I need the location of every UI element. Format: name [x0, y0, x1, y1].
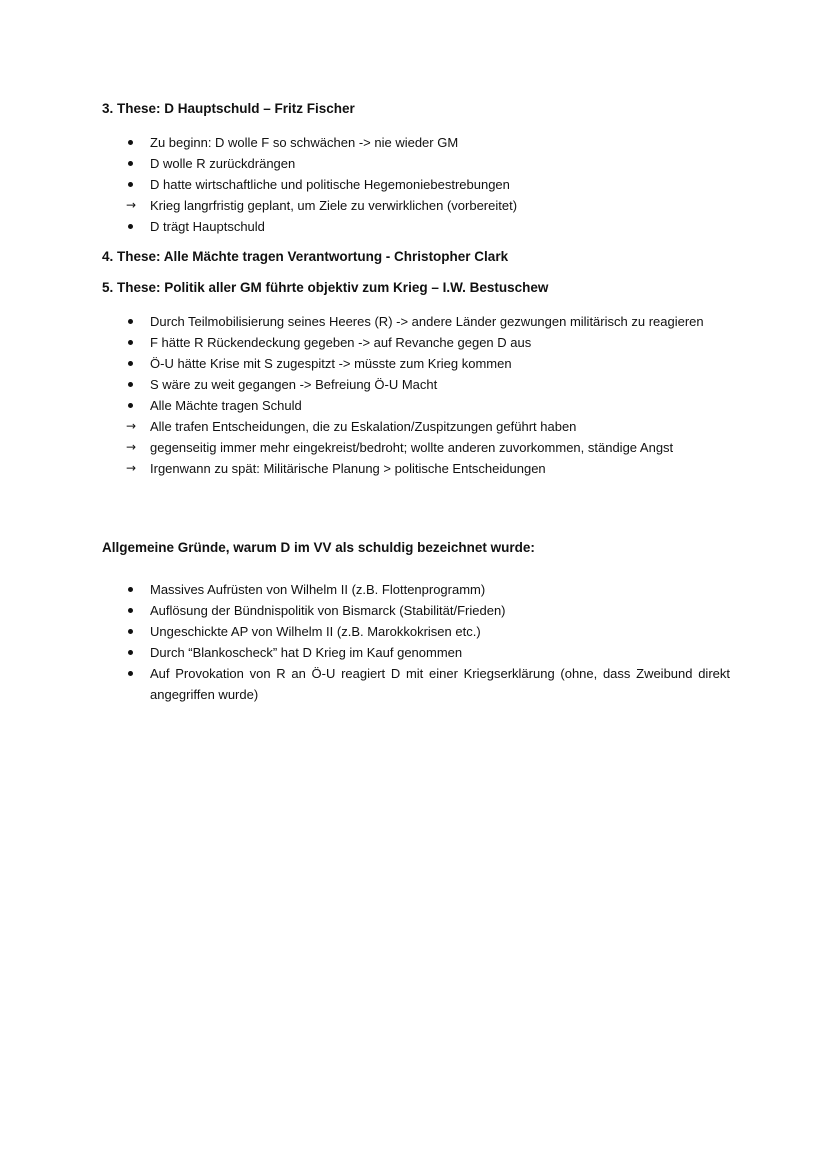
section-4-heading: 4. These: Alle Mächte tragen Verantwortung - Christopher Clark — [102, 249, 509, 264]
list-item: D hatte wirtschaftliche und politische Hegemoniebestrebungen — [150, 177, 510, 192]
list-item: Zu beginn: D wolle F so schwächen -> nie wieder GM — [150, 135, 459, 150]
list-item: Durch “Blankoscheck” hat D Krieg im Kauf genommen — [150, 645, 463, 660]
list-item: Auflösung der Bündnispolitik von Bismarck (Stabilität/Frieden) — [150, 603, 506, 618]
list-item: Alle Mächte tragen Schuld — [150, 398, 302, 413]
section-5-list — [0, 311, 828, 479]
list-item: → gegenseitig immer mehr eingekreist/bedroht; wollte anderen zuvorkommen, ständige Angst — [0, 437, 828, 458]
list-item: → Irgenwann zu spät: Militärische Planung > politische Entscheidungen — [0, 458, 828, 479]
list-item: Ungeschickte AP von Wilhelm II (z.B. Marokkokrisen etc.) — [150, 624, 481, 639]
right-arrow-icon: → — [125, 198, 137, 212]
list-item: D wolle R zurückdrängen — [150, 156, 296, 171]
general-reasons-heading: Allgemeine Gründe, warum D im VV als schuldig bezeichnet wurde: — [102, 540, 535, 555]
list-item: → Alle trafen Entscheidungen, die zu Eskalation/Zuspitzungen geführt haben — [0, 416, 828, 437]
list-item: Ö-U hätte Krise mit S zugespitzt -> müsste zum Krieg kommen — [150, 356, 512, 371]
list-item: S wäre zu weit gegangen -> Befreiung Ö-U Macht — [150, 377, 438, 392]
right-arrow-icon: → — [125, 440, 137, 454]
section-5-heading: 5. These: Politik aller GM führte objektiv zum Krieg – I.W. Bestuschew — [102, 280, 549, 295]
right-arrow-icon: → — [125, 461, 137, 475]
section-3-list — [0, 132, 828, 237]
section-3-heading: 3. These: D Hauptschuld – Fritz Fischer — [102, 101, 355, 116]
list-item: → Krieg langrfristig geplant, um Ziele zu verwirklichen (vorbereitet) — [0, 195, 828, 216]
list-item: Durch Teilmobilisierung seines Heeres (R) -> andere Länder gezwungen militärisch zu reagieren — [150, 314, 704, 329]
general-reasons-list — [0, 579, 828, 705]
list-item: Auf Provokation von R an Ö-U reagiert D mit einer Kriegserklärung (ohne, dass Zweibund direkt angegriffen wurde) — [150, 666, 730, 702]
list-item: F hätte R Rückendeckung gegeben -> auf Revanche gegen D aus — [150, 335, 532, 350]
list-item: D trägt Hauptschuld — [150, 219, 265, 234]
right-arrow-icon: → — [125, 419, 137, 433]
list-item: Massives Aufrüsten von Wilhelm II (z.B. Flottenprogramm) — [150, 582, 486, 597]
